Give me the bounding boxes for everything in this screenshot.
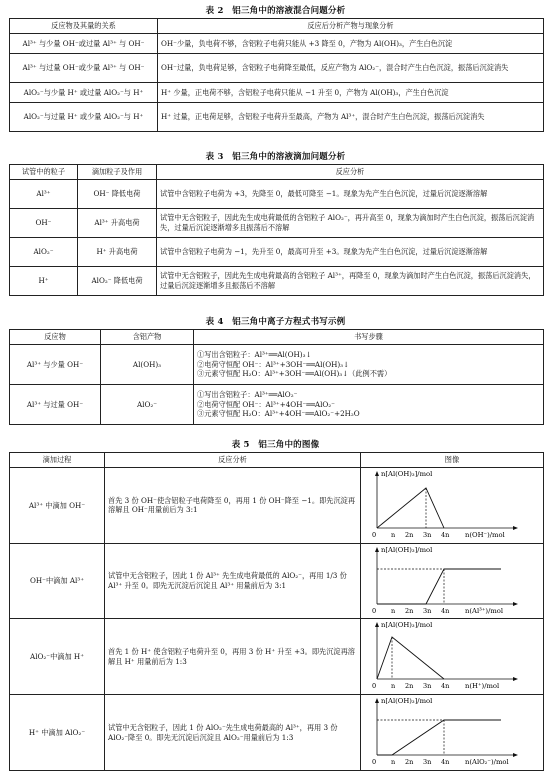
table4-caption: 表 4 铝三角中离子方程式书写示例 [205, 317, 346, 327]
tick-label: 4n [441, 531, 450, 539]
table2-caption: 表 2 铝三角中的溶液混合问题分析 [205, 6, 346, 16]
table2-cell: Al³⁺ 与少量 OH⁻或过量 Al³⁺ 与 OH⁻ [10, 34, 158, 54]
tick-label: 4n [441, 682, 450, 691]
tick-label: 0 [372, 758, 377, 767]
tick-label: 0 [372, 682, 377, 691]
tick-label: 2n [405, 758, 414, 767]
graph-alo2-h [361, 619, 544, 691]
curve [377, 720, 501, 755]
tick-label: 4n [441, 758, 450, 767]
x-axis-label: n(H⁺)/mol [465, 682, 500, 691]
table4-steps [194, 385, 544, 425]
table4-step: ②电荷守恒配 OH⁻：Al³⁺+4OH⁻══AlO₂⁻ [197, 399, 335, 409]
tick-label: 0 [372, 606, 377, 615]
table2-header-analysis: 反应后分析产物与现象分析 [158, 19, 544, 34]
table5-analysis: 首先 1 份 H⁺ 使含铝粒子电荷升至 0，再用 3 份 H⁺ 升至 +3。即先沉淀再溶解且 H⁺ 用量前后为 1:3 [105, 619, 361, 695]
table5-graph-cell [361, 468, 544, 544]
y-axis-label: n[Al(OH)₃]/mol [381, 697, 433, 706]
table3-cell: 试管中含铝粒子电荷为 −1，先升至 0，最高可升至 +3。现象为先产生白色沉淀，过量后沉淀逐渐溶解 [157, 238, 544, 267]
table3-cell: Al³⁺ 升高电荷 [78, 209, 157, 238]
table5-process: Al³⁺ 中滴加 OH⁻ [10, 468, 105, 544]
y-axis-label: n[Al(OH)₃]/mol [381, 621, 433, 630]
x-axis-arrow [513, 526, 518, 530]
table2-header-relation: 反应物及其量的关系 [10, 19, 158, 34]
curve [377, 637, 444, 679]
table5-graph-cell [361, 543, 544, 619]
table4-step: ①写出含铝粒子：Al³⁺══AlO₂⁻ [197, 389, 298, 399]
x-axis-arrow [513, 753, 518, 757]
table5-process: AlO₂⁻中滴加 H⁺ [10, 619, 105, 695]
table4-reactant: Al³⁺ 与少量 OH⁻ [10, 345, 101, 385]
table3 [9, 164, 544, 296]
table3-header-analysis: 反应分析 [157, 165, 544, 180]
curve [377, 488, 444, 528]
table3-header-dropping: 滴加粒子及作用 [78, 165, 157, 180]
table5-header-process: 滴加过程 [10, 453, 105, 468]
table3-cell: 试管中无含铝粒子，因此先生成电荷最高的含铝粒子 Al³⁺，再降至 0，现象为滴加时产生白色沉淀，振荡后沉淀消失，过量后沉淀逐渐增多且振荡后不溶解 [157, 267, 544, 296]
tick-label: n [391, 758, 396, 767]
table3-header-particle: 试管中的粒子 [10, 165, 78, 180]
tick-label: n [391, 606, 396, 615]
y-axis-label: n[Al(OH)₃]/mol [381, 545, 433, 554]
table5-process: H⁺ 中滴加 AlO₂⁻ [10, 695, 105, 771]
graph-h-alo2 [361, 695, 544, 767]
tick-label: 2n [405, 531, 414, 539]
y-axis-arrow [375, 471, 379, 476]
table4 [9, 329, 544, 425]
table3-cell: Al³⁺ [10, 180, 78, 209]
table5-graph-cell [361, 695, 544, 771]
table5-header-graph: 图像 [361, 453, 544, 468]
tick-label: 0 [372, 531, 377, 539]
table4-reactant: Al³⁺ 与过量 OH⁻ [10, 385, 101, 425]
table5-analysis: 试管中无含铝粒子，因此 1 份 Al³⁺ 先生成电荷最低的 AlO₂⁻，再用 1/3 份 Al³⁺ 升至 0。即先无沉淀后沉淀且 Al³⁺ 用量前后为 3:1 [105, 543, 361, 619]
table3-cell: AlO₂⁻ [10, 238, 78, 267]
y-axis-label: n[Al(OH)₃]/mol [381, 470, 433, 478]
table5-process: OH⁻中滴加 Al³⁺ [10, 543, 105, 619]
tick-label: 2n [405, 682, 414, 691]
y-axis-arrow [375, 698, 379, 703]
table5-header-analysis: 反应分析 [105, 453, 361, 468]
x-axis-arrow [513, 677, 518, 681]
table2-cell: OH⁻过量，负电荷足够，含铝粒子电荷降至最低，反应产物为 AlO₂⁻，混合时产生白色沉淀，振荡后沉淀消失 [158, 54, 544, 83]
table5-analysis: 试管中无含铝粒子，因此 1 份 AlO₂⁻先生成电荷最高的 Al³⁺，再用 3 份 AlO₂⁻降至 0。即先无沉淀后沉淀且 AlO₂⁻用量前后为 1:3 [105, 695, 361, 771]
tick-label: 3n [423, 606, 432, 615]
x-axis-arrow [513, 602, 518, 606]
table3-cell: H⁺ 升高电荷 [78, 238, 157, 267]
table3-cell: OH⁻ [10, 209, 78, 238]
tick-label: 3n [423, 758, 432, 767]
table4-step: ②电荷守恒配 OH⁻：Al³⁺+3OH⁻══Al(OH)₃↓ [197, 359, 350, 369]
table4-step: ③元素守恒配 H₂O：Al³⁺+3OH⁻══Al(OH)₃↓（此例不需） [197, 369, 392, 379]
table4-product: AlO₂⁻ [101, 385, 194, 425]
table4-header-reactant: 反应物 [10, 330, 101, 345]
table3-cell: 试管中含铝粒子电荷为 +3，先降至 0，最低可降至 −1。现象为先产生白色沉淀，过量后沉淀逐渐溶解 [157, 180, 544, 209]
tick-label: n [391, 531, 396, 539]
graph-oh-al [361, 544, 544, 616]
graph-al-oh [361, 468, 544, 540]
table4-step: ①写出含铝粒子：Al³⁺══Al(OH)₃↓ [197, 349, 312, 359]
table3-cell: H⁺ [10, 267, 78, 296]
tick-label: 3n [423, 531, 432, 539]
table4-header-product: 含铝产物 [101, 330, 194, 345]
x-axis-label: n(AlO₂⁻)/mol [465, 758, 509, 767]
table5-caption: 表 5 铝三角中的图像 [231, 440, 320, 450]
table2 [9, 18, 544, 132]
table4-header-steps: 书写步骤 [194, 330, 544, 345]
table5-graph-cell [361, 619, 544, 695]
curve [377, 569, 501, 604]
table5-analysis: 首先 3 份 OH⁻使含铝粒子电荷降至 0，再用 1 份 OH⁻降至 −1。即先沉淀再溶解且 OH⁻用量前后为 3:1 [105, 468, 361, 544]
table2-cell: H⁺ 少量，正电荷不够，含铝粒子电荷只能从 −1 升至 0，产物为 Al(OH)₃，产生白色沉淀 [158, 83, 544, 103]
x-axis-label: n(OH⁻)/mol [465, 531, 505, 539]
table5 [9, 452, 544, 771]
tick-label: 3n [423, 682, 432, 691]
x-axis-label: n(Al³⁺)/mol [465, 606, 504, 615]
tick-label: n [391, 682, 396, 691]
table2-cell: AlO₂⁻与过量 H⁺ 或少量 AlO₂⁻与 H⁺ [10, 103, 158, 132]
table2-cell: H⁺ 过量，正电荷足够，含铝粒子电荷升至最高，产物为 Al³⁺，混合时产生白色沉淀，振荡后沉淀消失 [158, 103, 544, 132]
table3-caption: 表 3 铝三角中的溶液滴加问题分析 [205, 152, 346, 162]
table4-product: Al(OH)₃ [101, 345, 194, 385]
y-axis-arrow [375, 622, 379, 627]
table2-cell: Al³⁺ 与过量 OH⁻或少量 Al³⁺ 与 OH⁻ [10, 54, 158, 83]
tick-label: 4n [441, 606, 450, 615]
tick-label: 2n [405, 606, 414, 615]
table3-cell: 试管中无含铝粒子，因此先生成电荷最低的含铝粒子 AlO₂⁻，再升高至 0，现象为滴加时产生白色沉淀，振荡后沉淀消失，过量后沉淀逐渐增多且振荡后不溶解 [157, 209, 544, 238]
table4-step: ③元素守恒配 H₂O：Al³⁺+4OH⁻══AlO₂⁻+2H₂O [197, 409, 360, 419]
y-axis-arrow [375, 547, 379, 552]
table2-cell: OH⁻少量，负电荷不够，含铝粒子电荷只能从 +3 降至 0，产物为 Al(OH)₃，产生白色沉淀 [158, 34, 544, 54]
table2-cell: AlO₂⁻与少量 H⁺ 或过量 AlO₂⁻与 H⁺ [10, 83, 158, 103]
table4-steps [194, 345, 544, 385]
table3-cell: OH⁻ 降低电荷 [78, 180, 157, 209]
table3-cell: AlO₂⁻ 降低电荷 [78, 267, 157, 296]
